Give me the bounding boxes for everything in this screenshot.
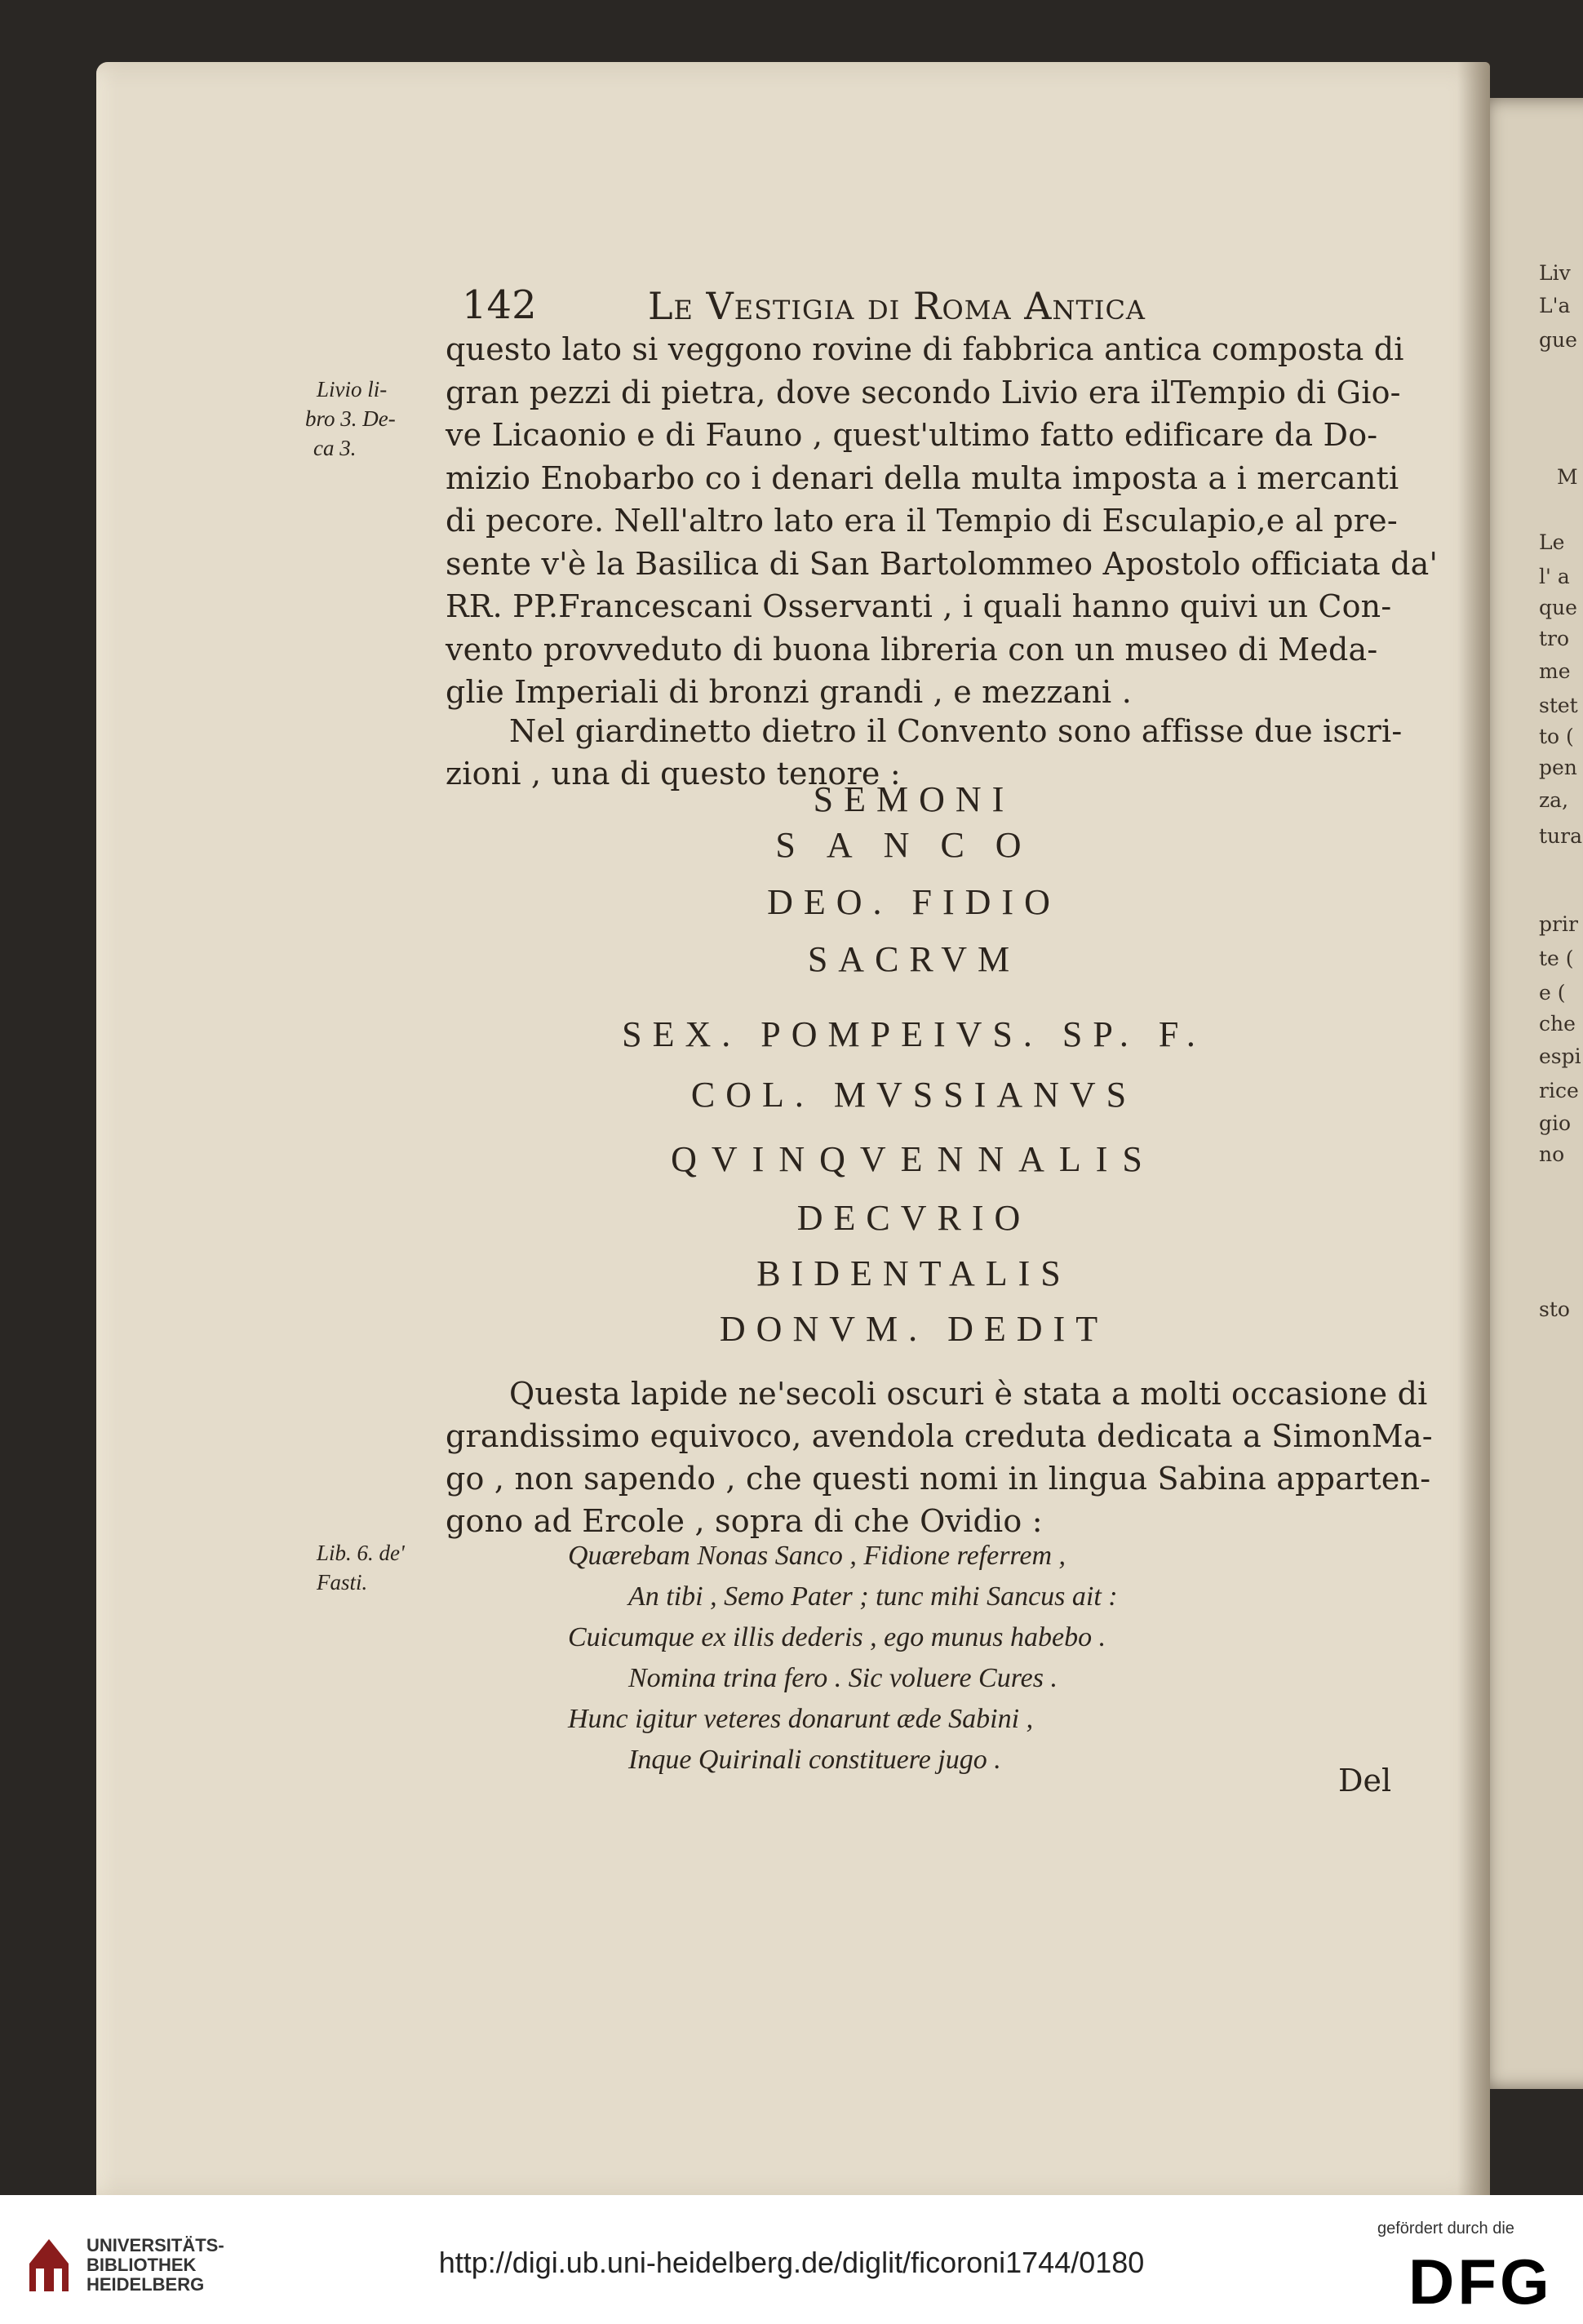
body-line: gran pezzi di pietra, dove secondo Livio era ilTempio di Gio- <box>446 374 1401 410</box>
facing-page-fragment: za, <box>1539 788 1569 812</box>
funder-label: gefördert durch die <box>1377 2220 1514 2238</box>
catchword: Del <box>1338 1763 1392 1798</box>
body-line: di pecore. Nell'altro lato era il Tempio di Esculapio,e al pre- <box>446 503 1398 539</box>
body-line: questo lato si veggono rovine di fabbrica antica composta di <box>446 331 1404 367</box>
body-line: RR. PP.Francescani Osservanti , i quali hanno quivi un Con- <box>446 588 1392 624</box>
inscription-line: SEMONI <box>813 779 1015 819</box>
library-name-line: HEIDELBERG <box>86 2274 205 2295</box>
verse-line: Nomina trina fero . Sic voluere Cures . <box>628 1663 1058 1693</box>
facing-page-fragment: prir <box>1539 912 1578 936</box>
facing-page-fragment: rice <box>1539 1079 1579 1102</box>
margin-note-line: ca 3. <box>313 436 357 460</box>
verse-line: An tibi , Semo Pater ; tunc mihi Sancus ait : <box>628 1581 1118 1612</box>
inscription-line: DONVM. DEDIT <box>719 1309 1109 1349</box>
body-line: ve Licaonio e di Fauno , quest'ultimo fatto edificare da Do- <box>446 417 1378 453</box>
footer-bar <box>0 2195 1583 2324</box>
facing-page-fragment: Le <box>1539 530 1565 554</box>
inscription-line: DEO. FIDIO <box>767 882 1061 922</box>
facing-page-fragment: gio <box>1539 1111 1572 1135</box>
margin-note-line: Lib. 6. de' <box>317 1541 405 1565</box>
facing-page-fragment: te ( <box>1539 947 1574 970</box>
inscription-line: BIDENTALIS <box>756 1253 1071 1293</box>
facing-page-edge <box>1475 98 1583 2089</box>
verse-line: Inque Quirinali constituere jugo . <box>628 1745 1001 1775</box>
body-line: glie Imperiali di bronzi grandi , e mezzani . <box>446 674 1132 710</box>
margin-note-line: Livio li- <box>317 377 388 401</box>
facing-page-fragment: pen <box>1539 756 1577 779</box>
verse-line: Cuicumque ex illis dederis , ego munus habebo . <box>568 1622 1106 1652</box>
facing-page-fragment: tro <box>1539 627 1570 650</box>
page-number: 142 <box>462 282 537 328</box>
facing-page-fragment: me <box>1539 659 1571 683</box>
permalink-url[interactable]: http://digi.ub.uni-heidelberg.de/diglit/ficoroni1744/0180 <box>438 2246 1145 2279</box>
inscription-line: SANCO <box>775 825 1053 865</box>
body-line: Nel giardinetto dietro il Convento sono affisse due iscri- <box>509 713 1403 749</box>
body-line: mizio Enobarbo co i denari della multa imposta a i mercanti <box>446 459 1399 496</box>
verse-line: Hunc igitur veteres donarunt æde Sabini , <box>568 1704 1034 1734</box>
facing-page-fragment: Liv <box>1539 261 1571 285</box>
body-line: Questa lapide ne'secoli oscuri è stata a molti occasione di <box>509 1376 1428 1412</box>
facing-page-fragment: espi <box>1539 1044 1581 1068</box>
inscription-line: COL. MVSSIANVS <box>690 1075 1137 1115</box>
margin-note-line: bro 3. De- <box>305 406 396 431</box>
margin-note-line: Fasti. <box>317 1570 368 1594</box>
inscription-line: QVINQVENNALIS <box>671 1139 1157 1179</box>
verse-line: Quærebam Nonas Sanco , Fidione referrem , <box>568 1541 1066 1571</box>
facing-page-fragment: gue <box>1539 328 1577 352</box>
body-line: grandissimo equivoco, avendola creduta dedicata a SimonMa- <box>446 1418 1433 1454</box>
body-line: vento provveduto di buona libreria con un museo di Meda- <box>446 631 1378 667</box>
facing-page-fragment: to ( <box>1539 725 1574 748</box>
body-line: sente v'è la Basilica di San Bartolommeo Apostolo officiata da' <box>446 545 1439 582</box>
inscription-line: SACRVM <box>807 939 1021 979</box>
facing-page-fragment: L'a <box>1539 294 1571 317</box>
facing-page-fragment: no <box>1539 1142 1565 1166</box>
facing-page-fragment: che <box>1539 1012 1576 1036</box>
library-name-line: BIBLIOTHEK <box>86 2255 197 2275</box>
body-line: go , non sapendo , che questi nomi in lingua Sabina apparten- <box>446 1461 1431 1497</box>
facing-page-fragment: tura <box>1539 824 1583 848</box>
dfg-logo: DFG <box>1408 2246 1553 2317</box>
body-line: zioni , una di questo tenore : <box>446 756 901 792</box>
body-line: gono ad Ercole , sopra di che Ovidio : <box>446 1503 1043 1539</box>
facing-page-fragment: stet <box>1539 694 1578 717</box>
facing-page-fragment: que <box>1539 596 1577 619</box>
running-title: Le Vestigia di Roma Antica <box>648 284 1146 328</box>
library-name-line: UNIVERSITÄTS- <box>86 2235 224 2255</box>
inscription-line: DECVRIO <box>796 1198 1031 1238</box>
facing-page-fragment: e ( <box>1539 981 1566 1005</box>
facing-page-fragment: M <box>1557 465 1578 489</box>
facing-page-fragment: l' a <box>1539 565 1570 588</box>
inscription-line: SEX. POMPEIVS. SP. F. <box>622 1014 1206 1054</box>
facing-page-fragment: sto <box>1539 1297 1570 1321</box>
